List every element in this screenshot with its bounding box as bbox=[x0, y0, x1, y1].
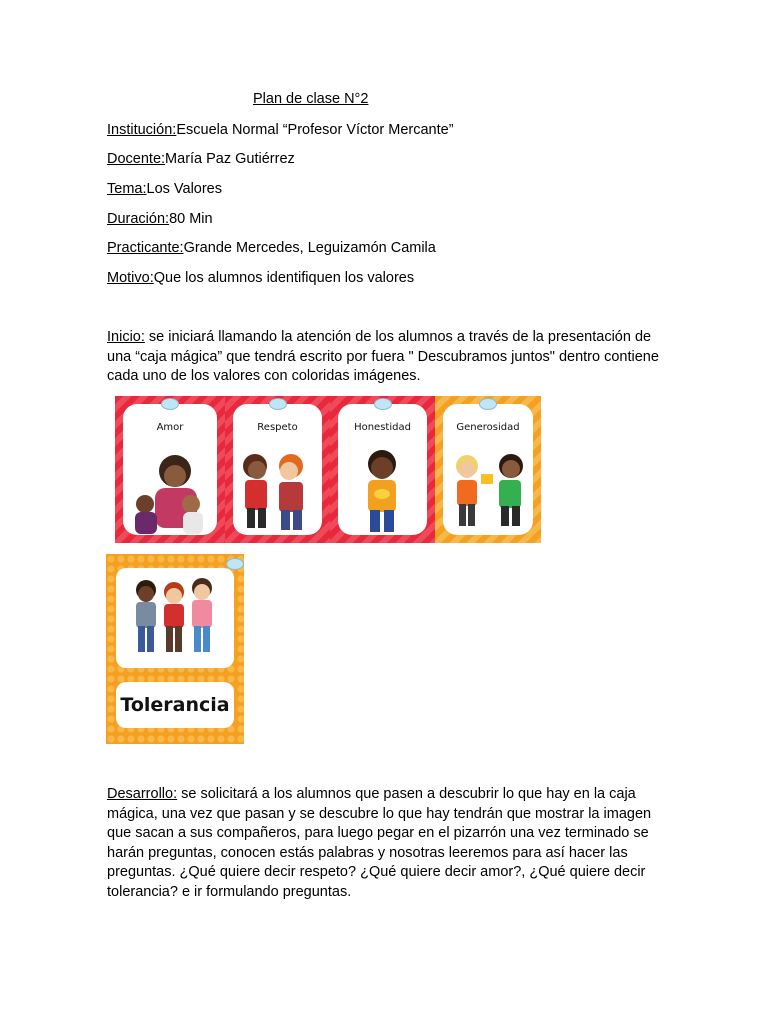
inicio-label: Inicio: bbox=[107, 329, 145, 345]
boy-illustration bbox=[330, 396, 435, 543]
field-value: Los Valores bbox=[146, 181, 222, 197]
inicio-text: se iniciará llamando la atención de los alumnos a través de la presentación de una “caja mágica” que tendrá escrito por fuera " Descubramos juntos" dentro contiene cada uno de los valores con coloridas imágenes. bbox=[107, 329, 659, 384]
field-value: Que los alumnos identifiquen los valores bbox=[153, 270, 415, 286]
tolerancia-label: Tolerancia bbox=[120, 694, 230, 716]
card-amor bbox=[115, 396, 225, 543]
card-tolerancia bbox=[106, 554, 244, 744]
card-honestidad bbox=[330, 396, 435, 543]
field-docente bbox=[107, 150, 295, 170]
desarrollo-paragraph bbox=[107, 785, 672, 902]
field-label: Motivo: bbox=[107, 270, 154, 286]
field-value: Grande Mercedes, Leguizamón Camila bbox=[183, 240, 436, 256]
field-tema bbox=[107, 180, 222, 200]
card-label: Amor bbox=[156, 422, 184, 433]
field-label: Institución: bbox=[107, 122, 177, 138]
field-label: Tema: bbox=[107, 181, 147, 197]
field-label: Practicante: bbox=[107, 240, 184, 256]
gift-kids-illustration bbox=[435, 396, 541, 543]
page-title: Plan de clase N°2 bbox=[253, 91, 369, 107]
field-label: Docente: bbox=[107, 151, 166, 167]
card-label: Generosidad bbox=[456, 422, 520, 433]
desarrollo-text: se solicitará a los alumnos que pasen a descubrir lo que hay en la caja mágica, una vez que pasan y se descubre lo que hay tendrán que mostrar la imagen que sacan a sus compañeros, para luego pegar en el pizarrón una vez terminado se harán preguntas, conocen estás palabras y nosotras leeremos para así hacer las preguntas. ¿Qué quiere decir respeto? ¿Qué quiere decir amor?, ¿Qué quiere decir tolerancia? e ir formulando preguntas. bbox=[107, 786, 652, 900]
card-label: Honestidad bbox=[354, 422, 411, 433]
field-value: Escuela Normal “Profesor Víctor Mercante” bbox=[176, 122, 454, 138]
inicio-paragraph bbox=[107, 328, 672, 387]
field-value: María Paz Gutiérrez bbox=[165, 151, 295, 167]
field-motivo bbox=[107, 269, 414, 289]
field-value: 80 Min bbox=[169, 211, 213, 227]
field-practicante bbox=[107, 239, 436, 259]
field-label: Duración: bbox=[107, 211, 170, 227]
card-respeto bbox=[225, 396, 330, 543]
desarrollo-label: Desarrollo: bbox=[107, 786, 178, 802]
field-institucion bbox=[107, 121, 454, 141]
family-illustration bbox=[115, 396, 225, 543]
card-label: Respeto bbox=[257, 422, 298, 433]
card-generosidad bbox=[435, 396, 541, 543]
bowing-kids-illustration bbox=[225, 396, 330, 543]
field-duracion bbox=[107, 210, 213, 230]
